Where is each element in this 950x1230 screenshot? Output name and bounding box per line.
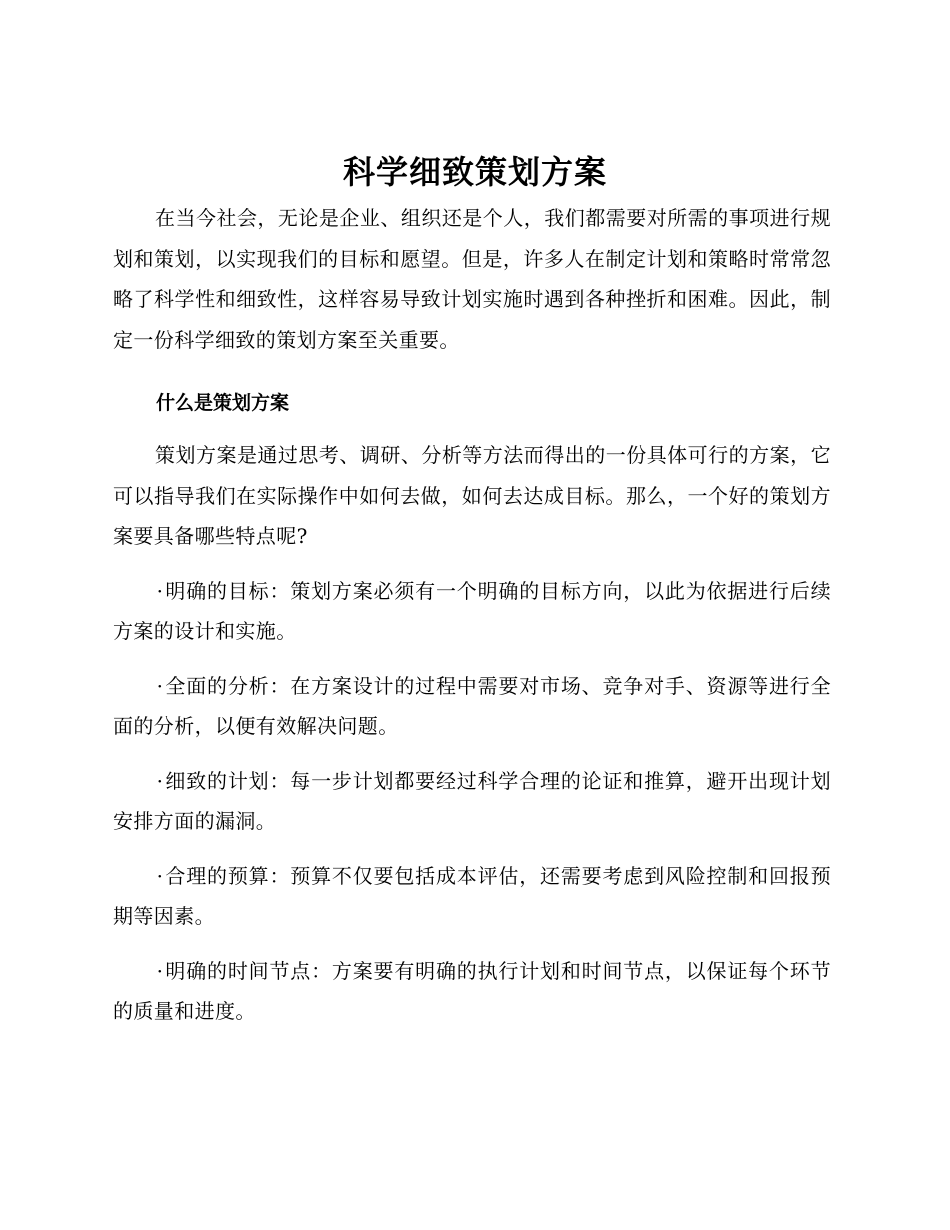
feature-item-timeline bbox=[113, 951, 831, 1032]
section-paragraph: 策划方案是通过思考、调研、分析等方法而得出的一份具体可行的方案，它可以指导我们在实际操作中如何去做，如何去达成目标。那么，一个好的策划方案要具备哪些特点呢? bbox=[113, 443, 831, 548]
bullet-dot: · bbox=[156, 768, 164, 793]
feature-item-text: 合理的预算：预算不仅要包括成本评估，还需要考虑到风险控制和回报预期等因素。 bbox=[113, 863, 831, 928]
feature-item-text: 明确的目标：策划方案必须有一个明确的目标方向，以此为依据进行后续方案的设计和实施。 bbox=[113, 578, 831, 643]
feature-item-goal bbox=[113, 571, 831, 652]
bullet-dot: · bbox=[156, 958, 164, 983]
bullet-dot: · bbox=[156, 863, 164, 888]
feature-item-analysis bbox=[113, 666, 831, 747]
bullet-dot: · bbox=[156, 673, 164, 698]
bullet-dot: · bbox=[156, 578, 164, 603]
document-title: 科学细致策划方案 bbox=[342, 153, 607, 191]
feature-item-text: 全面的分析：在方案设计的过程中需要对市场、竞争对手、资源等进行全面的分析，以便有效解决问题。 bbox=[113, 673, 831, 738]
intro-paragraph: 在当今社会，无论是企业、组织还是个人，我们都需要对所需的事项进行规划和策划，以实现我们的目标和愿望。但是，许多人在制定计划和策略时常常忽略了科学性和细致性，这样容易导致计划实施时遇到各种挫折和困难。因此，制定一份科学细致的策划方案至关重要。 bbox=[113, 206, 831, 352]
feature-item-budget bbox=[113, 856, 831, 937]
document-body bbox=[113, 198, 831, 1046]
feature-item-text: 明确的时间节点：方案要有明确的执行计划和时间节点，以保证每个环节的质量和进度。 bbox=[113, 958, 831, 1023]
section-heading: 什么是策划方案 bbox=[156, 392, 290, 414]
feature-item-plan bbox=[113, 761, 831, 842]
feature-item-text: 细致的计划：每一步计划都要经过科学合理的论证和推算，避开出现计划安排方面的漏洞。 bbox=[113, 768, 831, 833]
